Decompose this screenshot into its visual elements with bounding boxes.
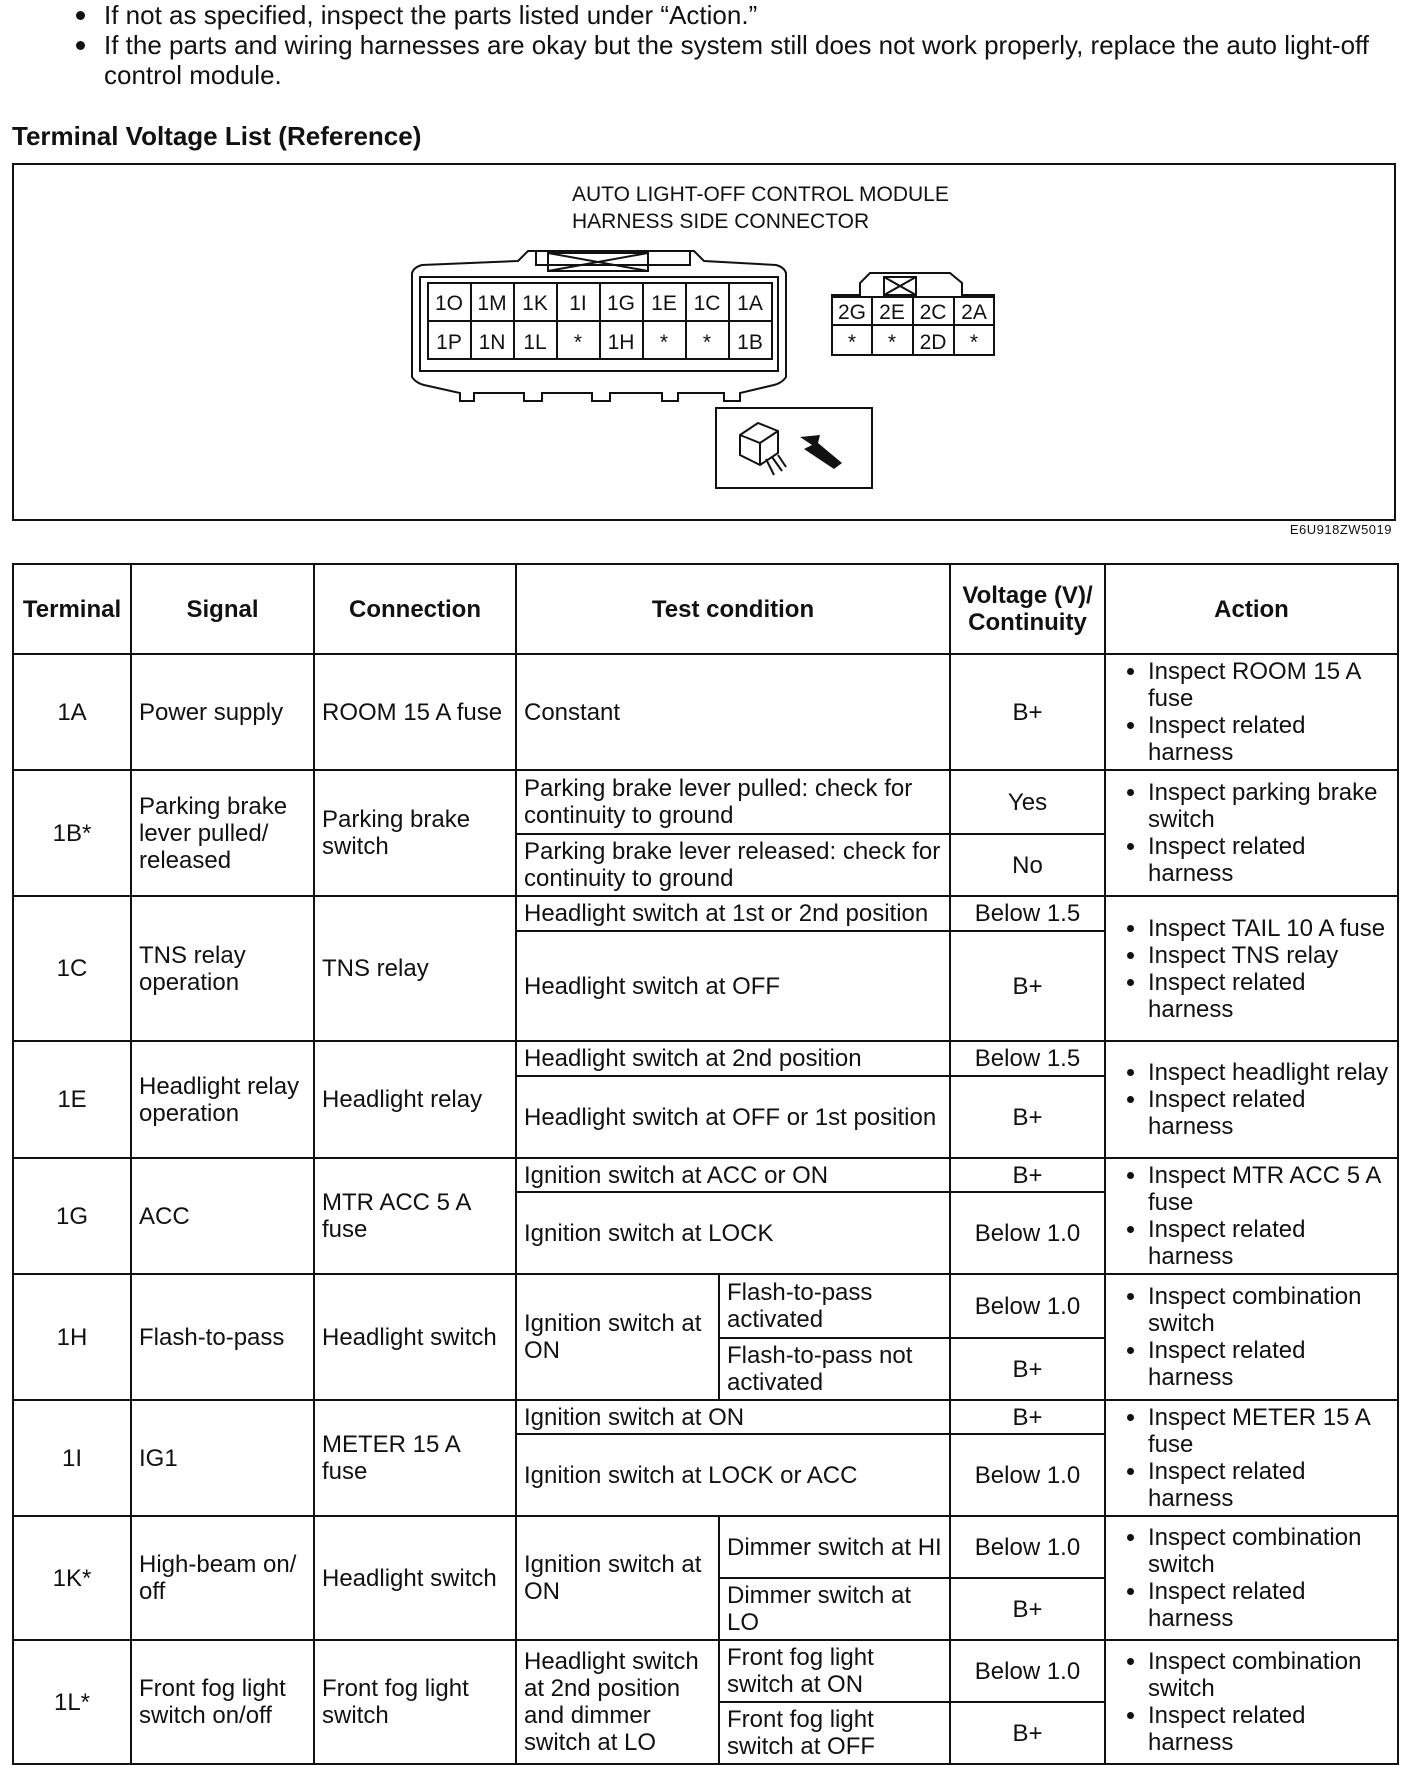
header-test-condition: Test condition	[516, 564, 950, 654]
action-item: • Inspect combination switch	[1148, 1524, 1393, 1578]
pin-label: 2A	[961, 301, 987, 324]
pin-label: 1P	[436, 331, 462, 354]
terminal-voltage-table	[12, 563, 1399, 1765]
table-row	[13, 1400, 1398, 1434]
view-arrow-icon	[800, 435, 842, 469]
action-item: • Inspect TNS relay	[1148, 942, 1393, 969]
pin-label: *	[847, 331, 857, 354]
pin-label: 1L	[523, 331, 547, 354]
figure-code: E6U918ZW5019	[1289, 522, 1392, 537]
cell-value: Yes	[950, 770, 1105, 834]
table-header-row	[13, 564, 1398, 654]
action-item: • Inspect parking brake switch	[1148, 779, 1393, 833]
pin-label: 1B	[737, 331, 763, 354]
pin-label: *	[887, 331, 897, 354]
cell-action	[1105, 1400, 1398, 1516]
cell-terminal: 1H	[13, 1274, 131, 1400]
cell-connection: Parking brake switch	[314, 770, 516, 896]
figure-caption-line: HARNESS SIDE CONNECTOR	[572, 210, 870, 233]
cell-signal: Headlight relay operation	[131, 1041, 314, 1158]
note-item: If not as specified, inspect the parts listed under “Action.”	[72, 0, 1372, 30]
cell-condition: Dimmer switch at HI	[719, 1516, 950, 1578]
pin-label: *	[573, 331, 583, 354]
table-row	[13, 1274, 1398, 1338]
cell-condition: Ignition switch at LOCK	[516, 1192, 950, 1274]
table-row	[13, 896, 1398, 931]
action-item: • Inspect headlight relay	[1148, 1059, 1393, 1086]
cell-action	[1105, 1041, 1398, 1158]
cell-condition-main: Headlight switch at 2nd position and dimmer switch at LO	[516, 1640, 719, 1764]
cell-signal: Flash-to-pass	[131, 1274, 314, 1400]
cell-signal: IG1	[131, 1400, 314, 1516]
cell-value: Below 1.0	[950, 1640, 1105, 1702]
pin-label: 1N	[478, 331, 506, 354]
cell-value: B+	[950, 1400, 1105, 1434]
cell-action	[1105, 770, 1398, 896]
cell-connection: Headlight relay	[314, 1041, 516, 1158]
pin-label: 2C	[919, 301, 947, 324]
cell-signal: Parking brake lever pulled/ released	[131, 770, 314, 896]
cell-terminal: 1C	[13, 896, 131, 1041]
cell-terminal: 1E	[13, 1041, 131, 1158]
pin-label: *	[659, 331, 669, 354]
cell-value: Below 1.0	[950, 1434, 1105, 1516]
pin-label: 1O	[434, 292, 464, 315]
cell-value: B+	[950, 1338, 1105, 1400]
figure-caption-line: AUTO LIGHT-OFF CONTROL MODULE	[572, 183, 949, 206]
header-connection: Connection	[314, 564, 516, 654]
instruction-notes	[72, 0, 1372, 90]
cell-signal: High-beam on/ off	[131, 1516, 314, 1640]
cell-value: B+	[950, 1158, 1105, 1192]
cell-condition: Front fog light switch at ON	[719, 1640, 950, 1702]
section-title: Terminal Voltage List (Reference)	[12, 121, 422, 151]
note-item: If the parts and wiring harnesses are okay but the system still does not work properly, replace the auto light-off control module.	[72, 30, 1372, 90]
cell-condition: Ignition switch at ON	[516, 1400, 950, 1434]
cell-value: Below 1.5	[950, 896, 1105, 931]
cell-signal: TNS relay operation	[131, 896, 314, 1041]
action-item: • Inspect TAIL 10 A fuse	[1148, 915, 1393, 942]
cell-value: B+	[950, 654, 1105, 770]
pin-label: 1E	[651, 292, 677, 315]
cell-condition-main: Ignition switch at ON	[516, 1274, 719, 1400]
pin-label: 1A	[737, 292, 763, 315]
header-action: Action	[1105, 564, 1398, 654]
pin-label: 2D	[919, 331, 947, 354]
cell-terminal: 1B*	[13, 770, 131, 896]
action-item: • Inspect related harness	[1148, 833, 1393, 887]
table-row	[13, 654, 1398, 770]
cell-action	[1105, 1640, 1398, 1764]
cell-connection: METER 15 A fuse	[314, 1400, 516, 1516]
cell-value: Below 1.5	[950, 1041, 1105, 1076]
cell-value: B+	[950, 1702, 1105, 1764]
cell-terminal: 1L*	[13, 1640, 131, 1764]
cell-connection: MTR ACC 5 A fuse	[314, 1158, 516, 1274]
cell-signal: Front fog light switch on/off	[131, 1640, 314, 1764]
cell-condition: Parking brake lever pulled: check for continuity to ground	[516, 770, 950, 834]
cell-terminal: 1K*	[13, 1516, 131, 1640]
cell-value: Below 1.0	[950, 1192, 1105, 1274]
cell-condition: Headlight switch at 2nd position	[516, 1041, 950, 1076]
cell-condition: Flash-to-pass activated	[719, 1274, 950, 1338]
action-item: • Inspect related harness	[1148, 712, 1393, 766]
cell-action	[1105, 1158, 1398, 1274]
action-item: • Inspect related harness	[1148, 1086, 1393, 1140]
connector-diagram	[14, 165, 1394, 519]
cell-condition: Ignition switch at LOCK or ACC	[516, 1434, 950, 1516]
cell-value: No	[950, 834, 1105, 896]
cell-condition: Headlight switch at 1st or 2nd position	[516, 896, 950, 931]
pin-label: 1K	[522, 292, 548, 315]
connector-1-labels	[435, 292, 763, 354]
cell-connection: TNS relay	[314, 896, 516, 1041]
action-item: • Inspect ROOM 15 A fuse	[1148, 658, 1393, 712]
cell-connection: ROOM 15 A fuse	[314, 654, 516, 770]
table-row	[13, 1041, 1398, 1076]
action-item: • Inspect related harness	[1148, 969, 1393, 1023]
pin-label: 1G	[606, 292, 636, 315]
action-item: • Inspect related harness	[1148, 1702, 1393, 1756]
pin-label: 1H	[607, 331, 635, 354]
cell-condition: Headlight switch at OFF	[516, 931, 950, 1041]
cell-action	[1105, 654, 1398, 770]
action-item: • Inspect METER 15 A fuse	[1148, 1404, 1393, 1458]
table-row	[13, 1640, 1398, 1702]
pin-label: 2G	[837, 301, 867, 324]
pin-label: 2E	[879, 301, 905, 324]
cell-condition: Front fog light switch at OFF	[719, 1702, 950, 1764]
pin-label: 1M	[477, 292, 507, 315]
cell-value: Below 1.0	[950, 1274, 1105, 1338]
cell-condition: Parking brake lever released: check for continuity to ground	[516, 834, 950, 896]
cell-condition: Constant	[516, 654, 950, 770]
cell-action	[1105, 896, 1398, 1041]
cell-signal: Power supply	[131, 654, 314, 770]
cell-terminal: 1G	[13, 1158, 131, 1274]
cell-value: Below 1.0	[950, 1516, 1105, 1578]
pin-label: 1C	[693, 292, 721, 315]
cell-connection: Front fog light switch	[314, 1640, 516, 1764]
cell-condition: Dimmer switch at LO	[719, 1578, 950, 1640]
header-voltage: Voltage (V)/ Continuity	[950, 564, 1105, 654]
cell-value: B+	[950, 1076, 1105, 1158]
cell-value: B+	[950, 931, 1105, 1041]
table-row	[13, 1516, 1398, 1578]
cell-connection: Headlight switch	[314, 1274, 516, 1400]
cell-value: B+	[950, 1578, 1105, 1640]
cell-action	[1105, 1274, 1398, 1400]
pin-label: *	[702, 331, 712, 354]
header-signal: Signal	[131, 564, 314, 654]
cell-terminal: 1I	[13, 1400, 131, 1516]
action-item: • Inspect related harness	[1148, 1458, 1393, 1512]
cell-terminal: 1A	[13, 654, 131, 770]
action-item: • Inspect related harness	[1148, 1216, 1393, 1270]
action-item: • Inspect related harness	[1148, 1337, 1393, 1391]
action-item: • Inspect combination switch	[1148, 1648, 1393, 1702]
cell-connection: Headlight switch	[314, 1516, 516, 1640]
connector-figure	[12, 163, 1396, 521]
action-item: • Inspect related harness	[1148, 1578, 1393, 1632]
table-row	[13, 1158, 1398, 1192]
action-item: • Inspect MTR ACC 5 A fuse	[1148, 1162, 1393, 1216]
cell-action	[1105, 1516, 1398, 1640]
pin-label: 1I	[569, 292, 587, 315]
header-terminal: Terminal	[13, 564, 131, 654]
cell-signal: ACC	[131, 1158, 314, 1274]
cell-condition-main: Ignition switch at ON	[516, 1516, 719, 1640]
action-item: • Inspect combination switch	[1148, 1283, 1393, 1337]
cell-condition: Ignition switch at ACC or ON	[516, 1158, 950, 1192]
table-row	[13, 770, 1398, 834]
cell-condition: Headlight switch at OFF or 1st position	[516, 1076, 950, 1158]
cell-condition: Flash-to-pass not activated	[719, 1338, 950, 1400]
pin-label: *	[969, 331, 979, 354]
